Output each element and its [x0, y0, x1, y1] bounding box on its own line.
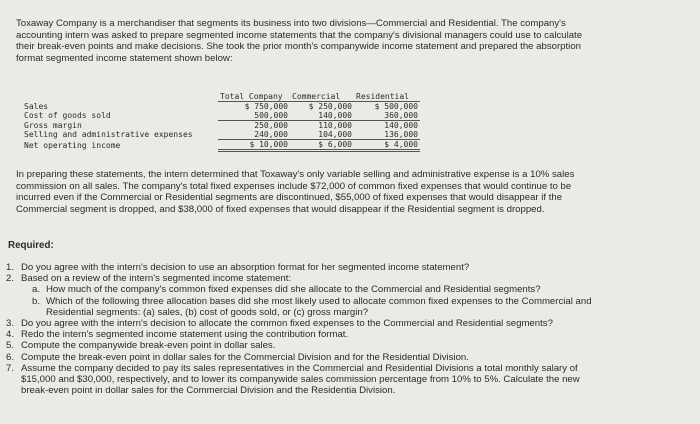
cell-total: 240,000	[218, 130, 290, 140]
cell-commercial: $ 6,000	[290, 140, 354, 151]
cell-total: $ 10,000	[218, 140, 290, 151]
cell-total: 250,000	[254, 121, 288, 130]
intro-line: accounting intern was asked to prepare segmented income statements that the company's divisional managers could use to calculate	[16, 29, 583, 41]
questions-list	[6, 262, 696, 396]
segmented-income-statement	[22, 92, 420, 152]
cell-commercial: $ 250,000	[308, 102, 352, 111]
row-cogs	[22, 111, 420, 121]
question-number: 4.	[6, 329, 15, 341]
question-number: 3.	[6, 318, 15, 330]
question-text: Assume the company decided to pay its sales representatives in the Commercial and Residential Divisions a total monthly salary of	[21, 362, 578, 374]
question-number: 2.	[6, 273, 15, 285]
question-number: 5.	[6, 340, 15, 352]
row-gross-margin	[22, 121, 420, 131]
intro-line: their break-even points and make decisions. She took the prior month's companywide income statement and prepared the absorption	[16, 41, 581, 53]
row-label: Gross margin	[24, 120, 82, 130]
header-total-company: Total Company	[218, 92, 290, 102]
question-text: Redo the intern's segmented income statement using the contribution format.	[21, 329, 349, 341]
question-number: 7.	[6, 362, 15, 374]
row-label: Net operating income	[24, 140, 121, 150]
row-sales	[22, 102, 420, 112]
question-7	[6, 363, 696, 374]
question-2	[6, 273, 696, 284]
paragraph-line: Commercial segment is dropped, and $38,000 of fixed expenses that would disappear if the Residential segment is dropped.	[16, 203, 545, 215]
question-1	[6, 262, 696, 273]
cell-total: $ 750,000	[244, 102, 288, 111]
question-text: $15,000 and $30,000, respectively, and to lower its companywide sales commission percentage from 10% to 5%. Calculate the new	[21, 374, 580, 386]
question-7-continued	[6, 385, 696, 396]
question-2b	[6, 296, 696, 307]
question-text: Based on a review of the intern's segmented income statement:	[21, 273, 292, 285]
header-commercial: Commercial	[290, 92, 354, 102]
question-text: Residential segments: (a) sales, (b) cost of goods sold, or (c) gross margin?	[46, 306, 369, 318]
cell-residential: 136,000	[354, 130, 420, 140]
question-text: How much of the company's common fixed expenses did she allocate to the Commercial and Residential segments?	[46, 284, 541, 296]
cell-commercial: 110,000	[318, 121, 352, 130]
row-selling-admin	[22, 130, 420, 140]
cell-residential: 140,000	[384, 121, 418, 130]
intro-line: Toxaway Company is a merchandiser that segments its business into two divisions—Commercial and Residential. The company's	[16, 18, 566, 29]
cell-commercial: 140,000	[290, 111, 354, 121]
question-3	[6, 318, 696, 329]
paragraph-line: commission on all sales. The company's total fixed expenses include $72,000 of common fixed expenses that would continue to be	[16, 180, 572, 192]
cell-residential: 360,000	[354, 111, 420, 121]
row-label: Cost of goods sold	[24, 111, 111, 121]
intro-text	[16, 18, 684, 64]
paragraph-line: In preparing these statements, the intern determined that Toxaway's only variable selling and administrative expense is a 10% sales	[16, 169, 575, 180]
row-net-operating-income	[22, 140, 420, 151]
cell-residential: $ 500,000	[374, 102, 418, 111]
question-text: Compute the break-even point in dollar sales for the Commercial Division and for the Residential Division.	[21, 351, 469, 363]
question-text: Which of the following three allocation bases did she most likely used to allocate common fixed expenses to the Commercial and	[46, 295, 592, 307]
question-letter: a.	[32, 284, 41, 296]
question-5	[6, 340, 696, 351]
question-text: Do you agree with the intern's decision to use an absorption format for her segmented income statement?	[21, 262, 470, 273]
question-number: 1.	[6, 262, 15, 273]
cell-commercial: 104,000	[290, 130, 354, 140]
question-4	[6, 329, 696, 340]
question-text: Compute the companywide break-even point in dollar sales.	[21, 340, 276, 352]
paragraph-line: incurred even if the Commercial or Residential segments are discontinued, $55,000 of fixed expenses that would disappear if the	[16, 192, 563, 204]
analysis-paragraph	[16, 169, 692, 215]
question-text: Do you agree with the intern's decision to allocate the common fixed expenses to the Commercial and Residential segments?	[21, 318, 553, 330]
row-label: Selling and administrative expenses	[24, 130, 193, 140]
statement-label-header	[22, 92, 218, 102]
required-heading: Required:	[8, 240, 54, 251]
header-residential: Residential	[354, 92, 420, 102]
cell-residential: $ 4,000	[354, 140, 420, 151]
question-7-continued	[6, 374, 696, 385]
question-letter: b.	[32, 295, 41, 307]
question-2b-continued	[6, 307, 696, 318]
row-label: Sales	[24, 101, 49, 111]
question-text: break-even point in dollar sales for the Commercial Division and the Residentia Division.	[21, 385, 396, 397]
cell-total: 500,000	[218, 111, 290, 121]
intro-line: format segmented income statement shown below:	[16, 52, 233, 64]
question-6	[6, 352, 696, 363]
question-2a	[6, 284, 696, 295]
question-number: 6.	[6, 351, 15, 363]
